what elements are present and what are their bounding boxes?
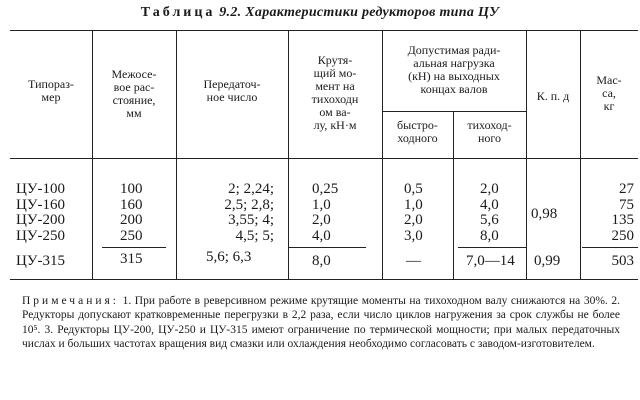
table-title-word: Таблица [140,5,216,20]
table-cell: ЦУ-200 [16,212,65,228]
table-cell: ЦУ-315 [16,253,65,269]
note-label: Примечания: [22,295,119,307]
distance-sum-rule [102,247,166,248]
header-ratio: Передаточ- ное число [203,77,261,104]
table-cell: 2,0 [312,212,331,228]
table-cell: 200 [120,212,143,228]
table-note [22,294,620,351]
table-cell: 5,6 [480,212,499,228]
subheader-rule [382,111,526,112]
table-cell: — [406,253,421,269]
note-text: 1. При работе в реверсивном режиме крутящие моменты на тихоходном валу снижаются на 30%. 2. Редукторы допускают кратковременные перегрузки в 2,2 раза, если число циклов нагружения за срок службы не более 10⁵. 3. Редукторы ЦУ-200, ЦУ-250 и ЦУ-315 имеют ограничение по термической мощности; при малых передаточных числах и больших частотах вращения вид смазки или охлаждения необходимо согласовать с заводом-изготовителем. [22,295,620,350]
table-cell: 7,0—14 [466,253,515,269]
table-cell: 0,25 [312,181,339,197]
header-fast-shaft: быстро- ходного [397,118,438,145]
table-cell: 2,0 [480,181,499,197]
type-column [16,182,65,244]
header-radial-load: Допустимая ради- альная нагрузка (кН) на выходных концах валов [407,43,501,96]
table-title [0,5,640,21]
header-mass: Мас- са, кг [596,73,622,113]
spec-table [10,30,638,280]
table-cell: 250 [611,227,634,244]
table-cell: 75 [619,196,634,213]
table-cell: 0,99 [534,253,561,269]
header-slow-shaft: тихоход- ного [467,118,512,145]
table-cell: 2,5; 2,8; [224,196,274,213]
table-cell: 3,55; 4; [228,212,274,228]
table-cell: 100 [120,181,143,197]
table-cell: 5,6; 6,3 [206,249,252,265]
header-distance: Межосе- вое рас- стояние, мм [111,67,157,120]
table-cell: 135 [611,212,634,228]
table-cell: 2,0 [404,212,423,228]
table-cell: 8,0 [312,253,331,269]
col-rule [526,30,527,279]
table-cell: 4,5; 5; [235,227,274,244]
table-title-text: 9.2. Характеристики редукторов типа ЦУ [219,5,500,20]
table-cell: 3,0 [404,227,423,244]
table-cell: 250 [120,227,143,244]
fast-shaft-column [404,182,423,244]
table-bottom-rule [10,279,638,280]
slow-shaft-column [480,182,499,244]
table-cell: 0,5 [404,181,423,197]
table-cell: 1,0 [404,196,423,213]
distance-column [120,182,143,244]
efficiency-group-cell: 0,98 [531,206,558,222]
col-rule [580,30,581,279]
col-rule [176,30,177,279]
table-cell: 4,0 [480,196,499,213]
header-efficiency: К. п. д [536,89,570,103]
torque-column [312,182,338,244]
table-top-rule [10,30,638,31]
table-cell: 27 [619,181,634,197]
torque-sum-rule [288,247,366,248]
table-cell: 160 [120,196,143,213]
table-cell: 503 [611,253,634,269]
table-cell: 2; 2,24; [228,181,274,197]
table-cell: ЦУ-100 [16,181,65,197]
table-cell: ЦУ-160 [16,196,65,213]
table-cell: 4,0 [312,227,331,244]
header-torque: Крутя- щий мо- мент на тихоходн ом ва- лу, кН·м [311,53,359,132]
slow-sum-rule [458,247,526,248]
header-type: Типораз- мер [28,77,74,104]
mass-sum-rule [582,247,638,248]
table-cell: ЦУ-250 [16,227,65,244]
ratio-column [196,182,274,244]
table-cell: 315 [120,251,143,267]
table-cell: 1,0 [312,196,331,213]
table-cell: 8,0 [480,227,499,244]
mass-column [584,182,634,244]
header-bottom-rule [10,158,638,159]
